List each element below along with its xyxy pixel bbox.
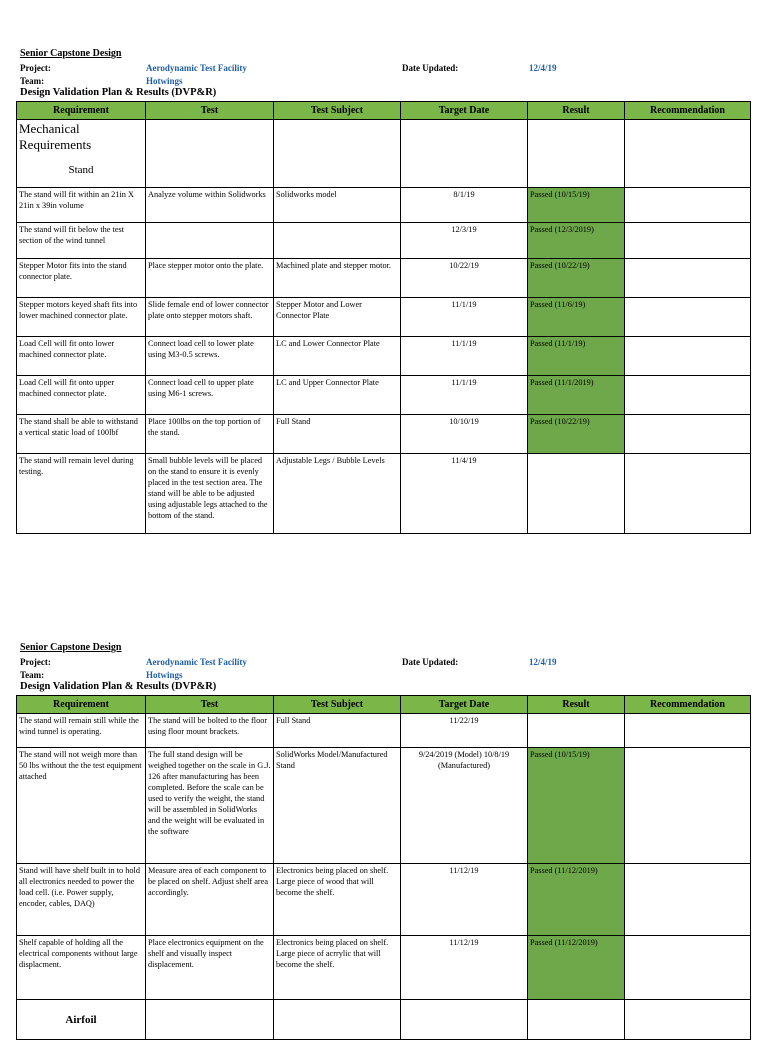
date-cell: 12/3/19 — [401, 223, 528, 259]
col-test-subject: Test Subject — [274, 102, 401, 120]
date-cell: 11/1/19 — [401, 376, 528, 415]
recommendation-cell — [625, 748, 751, 864]
result-cell: Passed (11/12/2019) — [528, 936, 625, 1000]
test-cell: Place stepper motor onto the plate. — [146, 259, 274, 298]
team-label: Team: — [20, 76, 45, 86]
recommendation-cell — [625, 864, 751, 936]
team-label: Team: — [20, 670, 45, 680]
table-row — [17, 376, 751, 415]
col-test: Test — [146, 696, 274, 714]
req-cell: The stand will remain still while the wind tunnel is operating. — [17, 714, 146, 748]
test-cell: Connect load cell to lower plate using M3-0.5 screws. — [146, 337, 274, 376]
test-cell: Place electronics equipment on the shelf and visually inspect displacement. — [146, 936, 274, 1000]
test-cell: Slide female end of lower connector plate onto stepper motors shaft. — [146, 298, 274, 337]
result-cell: Passed (12/3/2019) — [528, 223, 625, 259]
req-cell: Stepper motors keyed shaft fits into lower machined connector plate. — [17, 298, 146, 337]
result-cell — [528, 454, 625, 534]
date-value: 12/4/19 — [529, 657, 557, 667]
table-row — [17, 188, 751, 223]
test-cell — [146, 223, 274, 259]
result-cell: Passed (11/1/2019) — [528, 376, 625, 415]
col-test: Test — [146, 102, 274, 120]
section-cell — [17, 120, 146, 188]
section-title: Mechanical Requirements — [19, 121, 92, 152]
subject-cell: Machined plate and stepper motor. — [274, 259, 401, 298]
recommendation-cell — [625, 223, 751, 259]
col-target-date: Target Date — [401, 102, 528, 120]
result-cell: Passed (10/22/19) — [528, 259, 625, 298]
recommendation-cell — [625, 714, 751, 748]
date-label: Date Updated: — [402, 657, 459, 667]
course-title: Senior Capstone Design — [20, 48, 122, 59]
date-value: 12/4/19 — [529, 63, 557, 73]
req-cell: The stand will fit below the test section of the wind tunnel — [17, 223, 146, 259]
subject-cell: Adjustable Legs / Bubble Levels — [274, 454, 401, 534]
table-header-row — [17, 696, 751, 714]
subject-cell: SolidWorks Model/Manufactured Stand — [274, 748, 401, 864]
project-value: Aerodynamic Test Facility — [146, 63, 247, 73]
table-row — [17, 454, 751, 534]
col-requirement: Requirement — [17, 696, 146, 714]
team-value: Hotwings — [146, 76, 183, 86]
col-requirement: Requirement — [17, 102, 146, 120]
col-recommendation: Recommendation — [625, 696, 751, 714]
result-cell: Passed (11/1/19) — [528, 337, 625, 376]
date-cell: 10/22/19 — [401, 259, 528, 298]
dvpr-table-1 — [16, 101, 751, 534]
subject-cell: LC and Lower Connector Plate — [274, 337, 401, 376]
dvpr-table-2 — [16, 695, 751, 1040]
subject-cell: Full Stand — [274, 415, 401, 454]
test-cell: The stand will be bolted to the floor using floor mount brackets. — [146, 714, 274, 748]
req-cell: The stand will not weigh more than 50 lbs without the the test equipment attached — [17, 748, 146, 864]
recommendation-cell — [625, 936, 751, 1000]
subject-cell: Electronics being placed on shelf. Large piece of acrrylic that will become the shelf. — [274, 936, 401, 1000]
result-cell — [528, 714, 625, 748]
table-row — [17, 936, 751, 1000]
table-row — [17, 298, 751, 337]
date-cell: 8/1/19 — [401, 188, 528, 223]
req-cell: Stepper Motor fits into the stand connector plate. — [17, 259, 146, 298]
recommendation-cell — [625, 298, 751, 337]
req-cell: Stand will have shelf built in to hold all electronics needed to power the load cell. (i.e. Power supply, encoder, cables, DAQ) — [17, 864, 146, 936]
date-label: Date Updated: — [402, 63, 459, 73]
project-label: Project: — [20, 63, 51, 73]
col-result: Result — [528, 696, 625, 714]
subsection-title: Airfoil — [65, 1014, 97, 1026]
req-cell: The stand will remain level during testing. — [17, 454, 146, 534]
subsection-title: Stand — [68, 164, 94, 176]
recommendation-cell — [625, 415, 751, 454]
table-row — [17, 748, 751, 864]
course-title: Senior Capstone Design — [20, 642, 122, 653]
table-row — [17, 415, 751, 454]
subject-cell — [274, 223, 401, 259]
test-cell: Analyze volume within Solidworks — [146, 188, 274, 223]
col-result: Result — [528, 102, 625, 120]
col-target-date: Target Date — [401, 696, 528, 714]
test-cell: Small bubble levels will be placed on the stand to ensure it is evenly placed in the test section area. The stand will be able to be adjusted using adjustable legs attached to the bottom of the stand. — [146, 454, 274, 534]
date-cell: 11/12/19 — [401, 864, 528, 936]
req-cell: The stand will fit within an 21in X 21in x 39in volume — [17, 188, 146, 223]
date-cell: 11/1/19 — [401, 298, 528, 337]
result-cell: Passed (11/6/19) — [528, 298, 625, 337]
subject-cell: Full Stand — [274, 714, 401, 748]
plan-title: Design Validation Plan & Results (DVP&R) — [20, 87, 217, 98]
subject-cell: Electronics being placed on shelf. Large piece of wood that will become the shelf. — [274, 864, 401, 936]
date-cell: 11/12/19 — [401, 936, 528, 1000]
test-cell: Measure area of each component to be placed on shelf. Adjust shelf area accordingly. — [146, 864, 274, 936]
req-cell: Load Cell will fit onto lower machined connector plate. — [17, 337, 146, 376]
section-row — [17, 1000, 751, 1040]
date-cell: 11/1/19 — [401, 337, 528, 376]
result-cell: Passed (11/12/2019) — [528, 864, 625, 936]
test-cell: Place 100lbs on the top portion of the stand. — [146, 415, 274, 454]
req-cell: The stand shall be able to withstand a vertical static load of 100lbf — [17, 415, 146, 454]
plan-title: Design Validation Plan & Results (DVP&R) — [20, 681, 217, 692]
recommendation-cell — [625, 188, 751, 223]
result-cell: Passed (10/15/19) — [528, 188, 625, 223]
project-label: Project: — [20, 657, 51, 667]
section-row — [17, 120, 751, 188]
subject-cell: Stepper Motor and Lower Connector Plate — [274, 298, 401, 337]
project-value: Aerodynamic Test Facility — [146, 657, 247, 667]
recommendation-cell — [625, 337, 751, 376]
result-cell: Passed (10/22/19) — [528, 415, 625, 454]
subject-cell: Solidworks model — [274, 188, 401, 223]
team-value: Hotwings — [146, 670, 183, 680]
col-recommendation: Recommendation — [625, 102, 751, 120]
table-row — [17, 337, 751, 376]
date-cell: 10/10/19 — [401, 415, 528, 454]
req-cell: Load Cell will fit onto upper machined connector plate. — [17, 376, 146, 415]
table-row — [17, 223, 751, 259]
result-cell: Passed (10/15/19) — [528, 748, 625, 864]
date-cell: 11/4/19 — [401, 454, 528, 534]
recommendation-cell — [625, 259, 751, 298]
page-2 — [0, 594, 768, 1024]
table-header-row — [17, 102, 751, 120]
req-cell: Shelf capable of holding all the electrical components without large displacment. — [17, 936, 146, 1000]
date-cell: 9/24/2019 (Model) 10/8/19 (Manufactured) — [401, 748, 528, 864]
table-row — [17, 714, 751, 748]
recommendation-cell — [625, 454, 751, 534]
subject-cell: LC and Upper Connector Plate — [274, 376, 401, 415]
table-row — [17, 259, 751, 298]
table-row — [17, 864, 751, 936]
recommendation-cell — [625, 376, 751, 415]
col-test-subject: Test Subject — [274, 696, 401, 714]
date-cell: 11/22/19 — [401, 714, 528, 748]
test-cell: Connect load cell to upper plate using M6-1 screws. — [146, 376, 274, 415]
test-cell: The full stand design will be weighed together on the scale in G.J. 126 after manufacturing has been completed. Before the scale can be used to verify the weight, the stand will be assembled in SolidWorks and the weight will be evaluated in the software — [146, 748, 274, 864]
section-cell — [17, 1000, 146, 1040]
